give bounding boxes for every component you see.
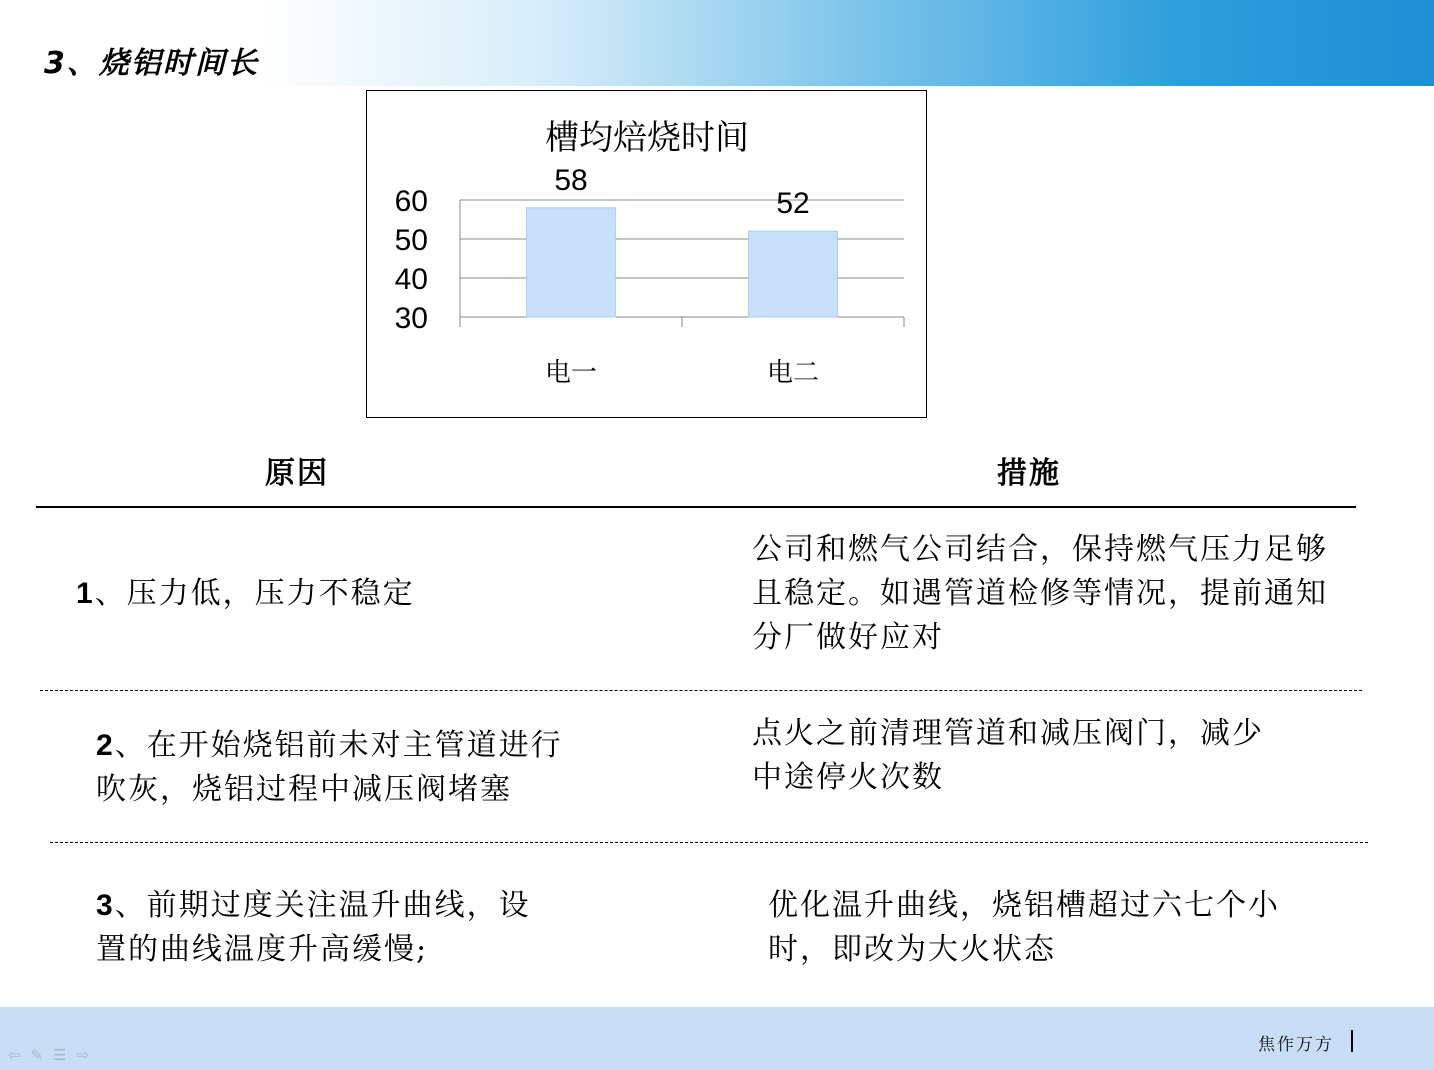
footer-divider xyxy=(1351,1030,1353,1052)
row-divider xyxy=(50,842,1368,843)
slide-title: 3、烧铝时间长 xyxy=(44,46,259,81)
y-tick-label: 60 xyxy=(394,185,428,218)
column-header-measure: 措施 xyxy=(997,456,1061,491)
cause-line: 、压力低，压力不稳定 xyxy=(94,576,415,611)
cause-line: 、在开始烧铝前未对主管道进行 xyxy=(114,728,563,763)
bar xyxy=(527,208,616,317)
measure-row-2 xyxy=(752,712,1264,800)
y-tick-label: 40 xyxy=(394,263,428,296)
cause-row-1 xyxy=(76,572,415,616)
measure-line: 优化温升曲线，烧铝槽超过六七个小 xyxy=(768,888,1280,923)
footer-band xyxy=(0,1007,1434,1070)
measure-line: 公司和燃气公司结合，保持燃气压力足够 xyxy=(752,532,1328,567)
forward-arrow-icon[interactable]: ⇨ xyxy=(76,1046,90,1064)
measure-line: 点火之前清理管道和减压阀门，减少 xyxy=(752,716,1264,751)
cause-line: 、前期过度关注温升曲线，设 xyxy=(114,888,531,923)
measure-line: 分厂做好应对 xyxy=(752,620,944,655)
row-divider xyxy=(40,690,1362,691)
measure-line: 且稳定。如遇管道检修等情况，提前通知 xyxy=(752,576,1328,611)
cause-row-3 xyxy=(96,884,531,972)
slideshow-nav xyxy=(8,1046,89,1064)
cause-line: 置的曲线温度升高缓慢; xyxy=(96,932,429,967)
row-number: 1 xyxy=(76,577,95,610)
pen-icon[interactable]: ✎ xyxy=(30,1046,44,1064)
menu-icon[interactable]: ☰ xyxy=(53,1046,67,1064)
measure-line: 中途停火次数 xyxy=(752,760,944,795)
x-category-label: 电一 xyxy=(544,358,598,388)
bar-chart xyxy=(367,91,928,419)
y-tick-label: 50 xyxy=(394,224,428,257)
row-number: 3 xyxy=(96,889,115,922)
data-label: 52 xyxy=(776,187,810,221)
column-header-cause: 原因 xyxy=(265,456,329,491)
y-tick-label: 30 xyxy=(394,302,428,335)
measure-row-3 xyxy=(768,884,1280,972)
chart-title: 槽均焙烧时间 xyxy=(545,118,749,158)
bar xyxy=(749,231,838,317)
row-number: 2 xyxy=(96,729,115,762)
x-category-label: 电二 xyxy=(766,358,820,388)
measure-line: 时，即改为大火状态 xyxy=(768,932,1056,967)
footer-company: 焦作万方 xyxy=(1258,1035,1334,1055)
cause-line: 吹灰，烧铝过程中减压阀堵塞 xyxy=(96,772,512,807)
back-arrow-icon[interactable]: ⇦ xyxy=(8,1046,21,1064)
header-divider xyxy=(36,506,1356,508)
measure-row-1 xyxy=(752,528,1328,660)
data-label: 58 xyxy=(554,163,588,197)
chart-panel xyxy=(366,90,927,418)
cause-row-2 xyxy=(96,724,563,812)
